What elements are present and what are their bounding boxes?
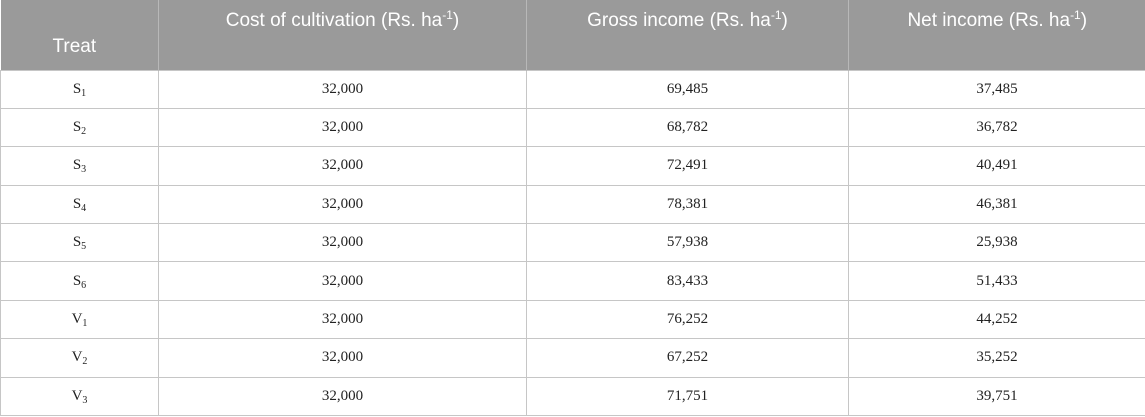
cell-cost-of-cultivation: 32,000 [159,185,527,223]
cell-cost-of-cultivation: 32,000 [159,147,527,185]
header-cost-of-cultivation: Cost of cultivation (Rs. $ha^{-1}$) [159,0,527,70]
header-treat: Treat [1,0,159,70]
cell-cost-of-cultivation: 32,000 [159,377,527,415]
table-row [1,108,1145,146]
table-body [1,70,1145,416]
cell-net-income: 36,782 [849,108,1145,146]
header-net-income: Net income (Rs. $ha^{-1}$) [849,0,1145,70]
table-row [1,262,1145,300]
table-header [1,0,1145,70]
cell-gross-income: 57,938 [527,224,849,262]
cell-treat: $S_3$ [1,147,159,185]
cell-cost-of-cultivation: 32,000 [159,339,527,377]
cell-net-income: 37,485 [849,70,1145,108]
table-row [1,185,1145,223]
cell-net-income: 40,491 [849,147,1145,185]
cell-net-income: 25,938 [849,224,1145,262]
cell-gross-income: 76,252 [527,300,849,338]
cell-cost-of-cultivation: 32,000 [159,224,527,262]
cell-cost-of-cultivation: 32,000 [159,108,527,146]
cell-gross-income: 72,491 [527,147,849,185]
cell-treat: $S_6$ [1,262,159,300]
cell-cost-of-cultivation: 32,000 [159,262,527,300]
cell-treat: $V_2$ [1,339,159,377]
table-row [1,70,1145,108]
cell-cost-of-cultivation: 32,000 [159,300,527,338]
cell-net-income: 46,381 [849,185,1145,223]
cell-net-income: 35,252 [849,339,1145,377]
cell-net-income: 39,751 [849,377,1145,415]
cell-net-income: 44,252 [849,300,1145,338]
header-row [1,0,1145,70]
cell-gross-income: 71,751 [527,377,849,415]
cell-gross-income: 69,485 [527,70,849,108]
table-row [1,147,1145,185]
cell-treat: $V_1$ [1,300,159,338]
header-gross-income: Gross income (Rs. $ha^{-1}$) [527,0,849,70]
table-row [1,377,1145,415]
cell-treat: $S_1$ [1,70,159,108]
cell-gross-income: 83,433 [527,262,849,300]
table-row [1,224,1145,262]
cell-net-income: 51,433 [849,262,1145,300]
cell-treat: $S_4$ [1,185,159,223]
cell-gross-income: 78,381 [527,185,849,223]
cell-gross-income: 67,252 [527,339,849,377]
table-row [1,339,1145,377]
cell-treat: $S_2$ [1,108,159,146]
cell-gross-income: 68,782 [527,108,849,146]
cell-treat: $S_5$ [1,224,159,262]
table-row [1,300,1145,338]
cell-treat: $V_3$ [1,377,159,415]
cell-cost-of-cultivation: 32,000 [159,70,527,108]
